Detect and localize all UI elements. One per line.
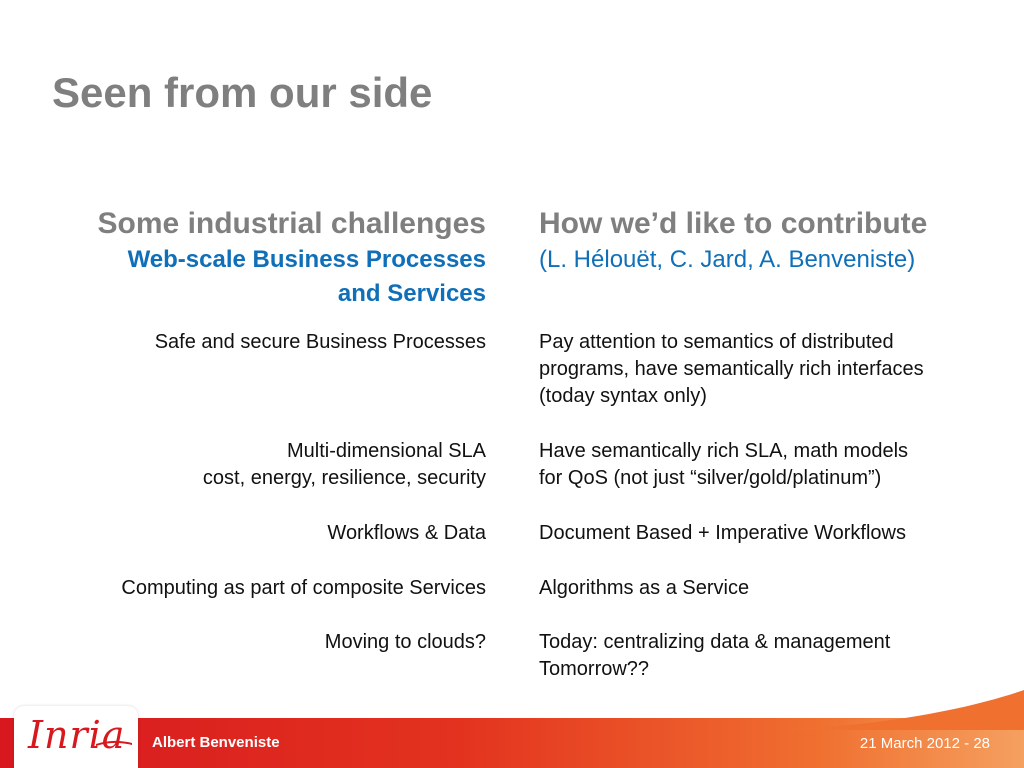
list-item-text: Pay attention to semantics of distributed [539,331,894,353]
list-item-text: for QoS (not just “silver/gold/platinum”) [539,467,882,489]
list-item-text: Tomorrow?? [539,658,650,680]
left-column-heading: Some industrial challenges [97,207,486,240]
left-column-subheading [26,243,486,311]
footer-author: Albert Benveniste [152,734,280,751]
list-item [539,575,1009,602]
list-item [6,575,486,602]
footer-swoosh-decoration [784,690,1024,730]
list-item-text: Algorithms as a Service [539,577,750,599]
logo-swoosh-icon [96,740,132,746]
list-item [6,438,486,492]
left-subheading-line: and Services [337,280,486,307]
list-item [539,329,1009,410]
list-item [6,520,486,547]
list-item-text: programs, have semantically rich interfaces [539,358,924,380]
list-item-text: Safe and secure Business Processes [154,331,486,353]
list-item-text: Workflows & Data [327,522,486,544]
list-item-text: Document Based + Imperative Workflows [539,522,907,544]
list-item [539,629,1009,683]
list-item-text: Computing as part of composite Services [121,577,486,599]
left-subheading-line: Web-scale Business Processes [127,246,486,273]
slide-title: Seen from our side [52,69,433,116]
right-column-heading: How we’d like to contribute [539,207,928,240]
footer-date-page-number: 21 March 2012 - 28 [859,735,990,752]
list-item-text: Moving to clouds? [324,631,486,653]
list-item-text: Multi-dimensional SLA [287,440,486,462]
list-item-text: cost, energy, resilience, security [202,467,486,489]
list-item [6,629,486,656]
list-item [6,329,486,356]
list-item [539,438,1009,492]
list-item-text: (today syntax only) [539,385,707,407]
list-item-text: Have semantically rich SLA, math models [539,440,909,462]
list-item [539,520,1009,547]
right-column-header [539,205,1009,277]
right-column-subheading [539,243,1009,277]
left-column-header [26,205,486,311]
inria-logo: Inria [28,713,126,757]
list-item-text: Today: centralizing data & management [539,631,891,653]
right-subheading-line: (L. Hélouët, C. Jard, A. Benveniste) [539,246,916,273]
